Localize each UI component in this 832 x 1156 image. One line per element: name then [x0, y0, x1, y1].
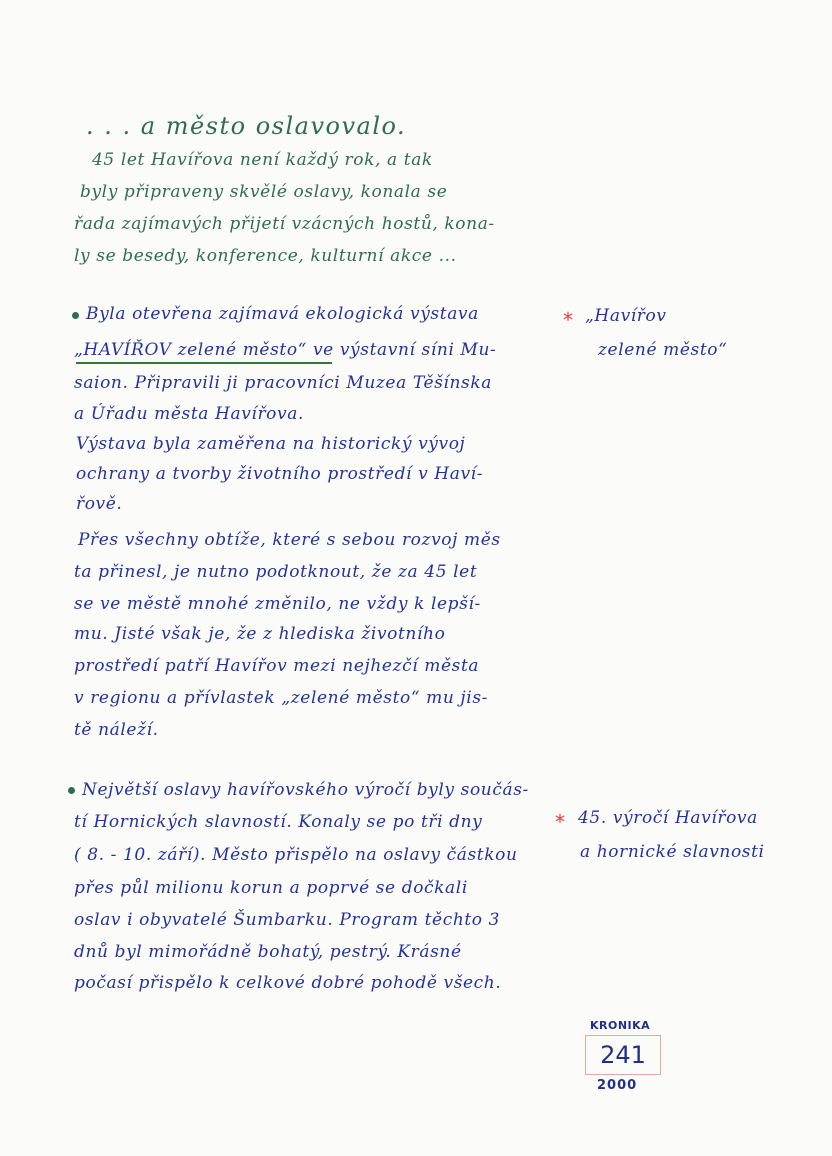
section1-title-rest: ve výstavní síni Mu- — [306, 340, 497, 360]
section1-line: ta přinesl, je nutno podotknout, že za 45 let — [74, 562, 478, 582]
section1-line: v regionu a přívlastek „zelené město“ mu jis- — [74, 688, 488, 708]
margin-star-1: * — [563, 308, 573, 332]
intro-line: byly připraveny skvělé oslavy, konala se — [80, 182, 448, 202]
bullet-dot — [68, 787, 75, 794]
section1-line: a Úřadu města Havířova. — [74, 404, 304, 424]
section2-line: Největší oslavy havířovského výročí byly součás- — [82, 780, 529, 800]
exhibition-title: „HAVÍŘOV zelené město“ — [74, 340, 307, 360]
margin-star-2: * — [555, 810, 565, 834]
intro-line: 45 let Havířova není každý rok, a tak — [92, 150, 433, 170]
section1-line: saion. Připravili ji pracovníci Muzea Těšínska — [74, 373, 492, 393]
section1-line: se ve městě mnohé změnilo, ne vždy k lepší- — [74, 594, 481, 614]
section1-line: mu. Jisté však je, že z hlediska životního — [74, 624, 446, 644]
margin-note-1-line: zelené město“ — [598, 340, 728, 360]
section1-line: prostředí patří Havířov mezi nejhezčí města — [74, 656, 480, 676]
intro-line: řada zajímavých přijetí vzácných hostů, kona- — [74, 214, 495, 234]
stamp-year: 2000 — [597, 1078, 638, 1093]
section2-line: počasí přispělo k celkové dobré pohodě všech. — [74, 973, 502, 993]
section1-line: ochrany a tvorby životního prostředí v Haví- — [76, 464, 484, 484]
section2-line: tí Hornických slavností. Konaly se po tři dny — [74, 812, 483, 832]
section1-line: tě náleží. — [74, 720, 159, 740]
section2-line: oslav i obyvatelé Šumbarku. Program těchto 3 — [74, 910, 501, 930]
section1-first-line: Byla otevřena zajímavá ekologická výstava — [86, 304, 479, 324]
page-number: 241 — [600, 1041, 646, 1069]
section2-line: ( 8. - 10. září). Město přispělo na oslavy částkou — [74, 845, 518, 865]
margin-note-2-line: a hornické slavnosti — [580, 842, 765, 862]
section2-line: přes půl milionu korun a poprvé se dočkali — [74, 878, 468, 898]
title-underline — [76, 362, 332, 364]
section1-line: Výstava byla zaměřena na historický vývoj — [76, 434, 466, 454]
page-number-box — [585, 1035, 661, 1075]
intro-line: ly se besedy, konference, kulturní akce ... — [74, 246, 457, 266]
section1-title-line — [74, 340, 496, 360]
page-heading: . . . a město oslavovalo. — [86, 112, 407, 140]
margin-note-1-line: „Havířov — [585, 306, 667, 326]
margin-note-2-line: 45. výročí Havířova — [578, 808, 758, 828]
section2-line: dnů byl mimořádně bohatý, pestrý. Krásné — [74, 942, 462, 962]
section1-line: řově. — [76, 494, 123, 514]
section1-line: Přes všechny obtíže, které s sebou rozvoj měs — [78, 530, 501, 550]
stamp-label: KRONIKA — [590, 1019, 651, 1032]
bullet-dot — [72, 312, 79, 319]
